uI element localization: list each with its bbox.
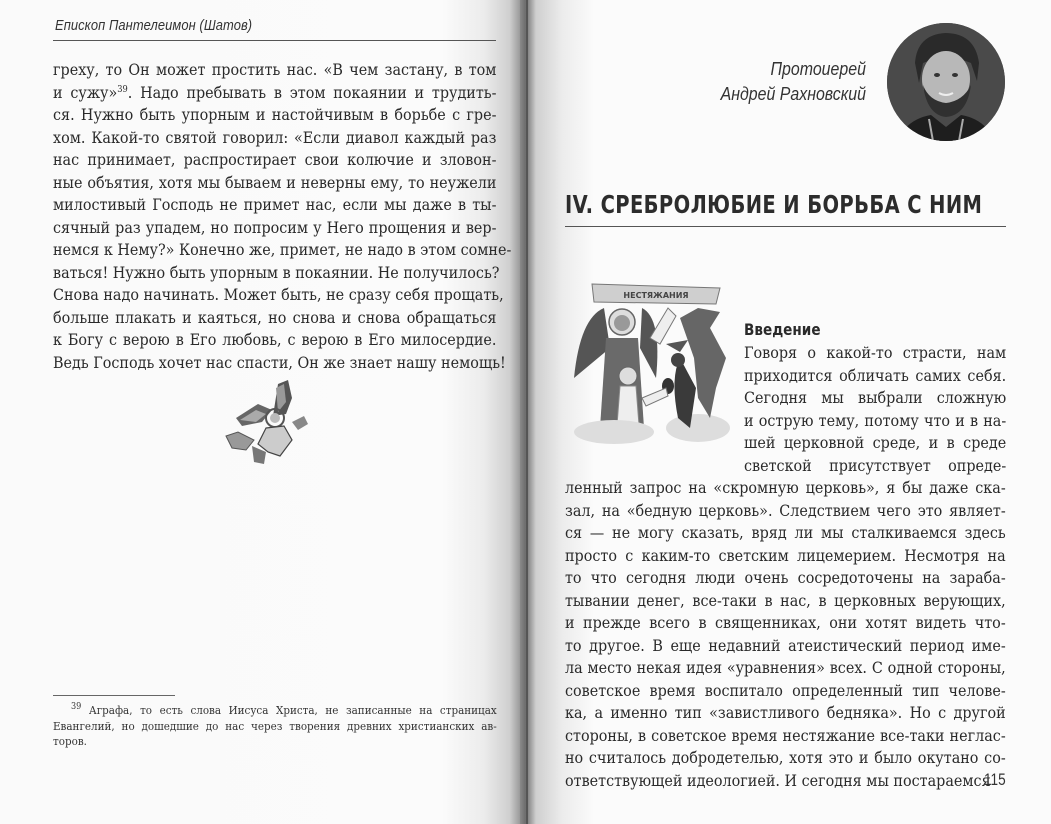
header-rule [53, 40, 496, 41]
footnote-line [53, 703, 497, 719]
right-column [565, 318, 1006, 792]
text-line: зал, на «бедную церковь». Следствием чего это являет- [565, 501, 1006, 520]
left-page [0, 0, 520, 824]
author-title: Протоиерей [770, 58, 866, 79]
text-line: ся — не могу сказать, вряд ли мы сталкиваемся здесь [565, 524, 1006, 542]
text-line: приходится обличать самих себя. [744, 366, 1007, 385]
author-byline [697, 56, 866, 106]
text-line: Ведь Господь хочет нас спасти, Он же знает нашу немощь! [53, 353, 506, 372]
footnote-rule [53, 695, 175, 696]
text-line: к Богу с верою в Его любовь, с верою в Его милосердие. [53, 331, 497, 349]
text-line: и острую тему, потому что и в на- [744, 411, 1007, 430]
text-line [53, 82, 496, 105]
text-line: стороны, в советское время нестяжание все-таки неглас- [565, 726, 1006, 745]
text-line: ваться! Нужно быть упорным в покаянии. Не получилось? [53, 263, 500, 282]
text-line: милостивый Господь не примет нас, если мы даже в ты- [53, 196, 497, 214]
book-spine [526, 0, 528, 824]
text-line: Снова надо начинать. Может быть, не сразу себя прощать, [53, 286, 504, 304]
text-line: но считалось добродетелью, хотя это и было окутано со- [565, 749, 1006, 767]
text-line: то другое. В еще недавний атеистический период име- [565, 636, 1006, 655]
right-body-text [565, 477, 1006, 792]
page-number: 115 [984, 770, 1006, 789]
text-line: шей церковной среде, и в среде [744, 434, 1007, 452]
text-line: советское время воспитало определенный тип челове- [565, 681, 1006, 700]
footnote-line: Евангелий, но дошедшие до нас через творения древних христианских ав- [53, 718, 497, 733]
text-line: ные объятия, хотя мы бываем и неверны ему, то неужели [53, 173, 497, 192]
text-line: сячный раз упадем, но попросим у Него прощения и вер- [53, 218, 497, 237]
text-line: немся к Нему?» Конечно же, примет, не надо в этом сомне- [53, 241, 512, 259]
text-line: ка, а именно тип «завистливого бедняка». Но с другой [565, 704, 1006, 722]
chapter-rule [565, 226, 1006, 227]
running-head: Епископ Пантелеимон (Шатов) [55, 17, 253, 34]
angel-icon [218, 378, 318, 468]
text-line: и прежде всего в священниках, они хотят видеть что- [565, 614, 1006, 632]
text-line: греху, то Он может простить нас. «В чем застану, в том [53, 61, 497, 79]
text-line: светской присутствует опреде- [744, 456, 1007, 475]
text-line: ся. Нужно быть упорным и настойчивым в борьбе с гре- [53, 106, 497, 124]
text-fragment: и сужу» [53, 83, 118, 102]
banner-text: НЕСТЯЖАНИЯ [623, 291, 689, 300]
text-line: тывании денег, все-таки в нас, в церковных верующих, [565, 591, 1006, 610]
text-line: ла место некая идея «уравнения» всех. С одной стороны, [565, 659, 1006, 677]
text-line: ответствующей идеологией. И сегодня мы постараемся [565, 771, 991, 790]
author-name: Андрей Рахновский [720, 83, 866, 104]
footnote [53, 703, 497, 750]
chapter-title: IV. СРЕБРОЛЮБИЕ И БОРЬБА С НИМ [565, 190, 983, 219]
author-portrait [887, 23, 1005, 141]
text-line: то что сегодня люди очень сосредоточены на зараба- [565, 569, 1006, 587]
footnote-line: торов. [53, 734, 87, 748]
right-wrapped-text [744, 342, 1006, 477]
text-line: хом. Какой-то святой говорил: «Если диавол каждый раз [53, 128, 497, 147]
text-line: Говоря о какой-то страсти, нам [744, 344, 1007, 362]
footnote-number: 39 [71, 702, 82, 713]
text-line: Сегодня мы выбрали сложную [744, 389, 1007, 407]
text-line: ленный запрос на «скромную церковь», я бы даже ска- [565, 479, 1006, 497]
left-body-text [53, 59, 512, 374]
text-line: просто с каким-то светским лицемерием. Несмотря на [565, 546, 1006, 565]
section-heading: Введение [744, 320, 821, 339]
text-fragment: . Надо пребывать в этом покаянии и трудить- [127, 83, 497, 102]
text-line: больше плакать и каяться, но снова и снова обращаться [53, 308, 497, 327]
footnote-reference[interactable]: 39 [117, 84, 128, 95]
text-line: нас принимает, распростирает свои колючие и зловон- [53, 151, 497, 169]
footnote-text: Аграфа, то есть слова Иисуса Христа, не записанные на страницах [88, 703, 497, 717]
